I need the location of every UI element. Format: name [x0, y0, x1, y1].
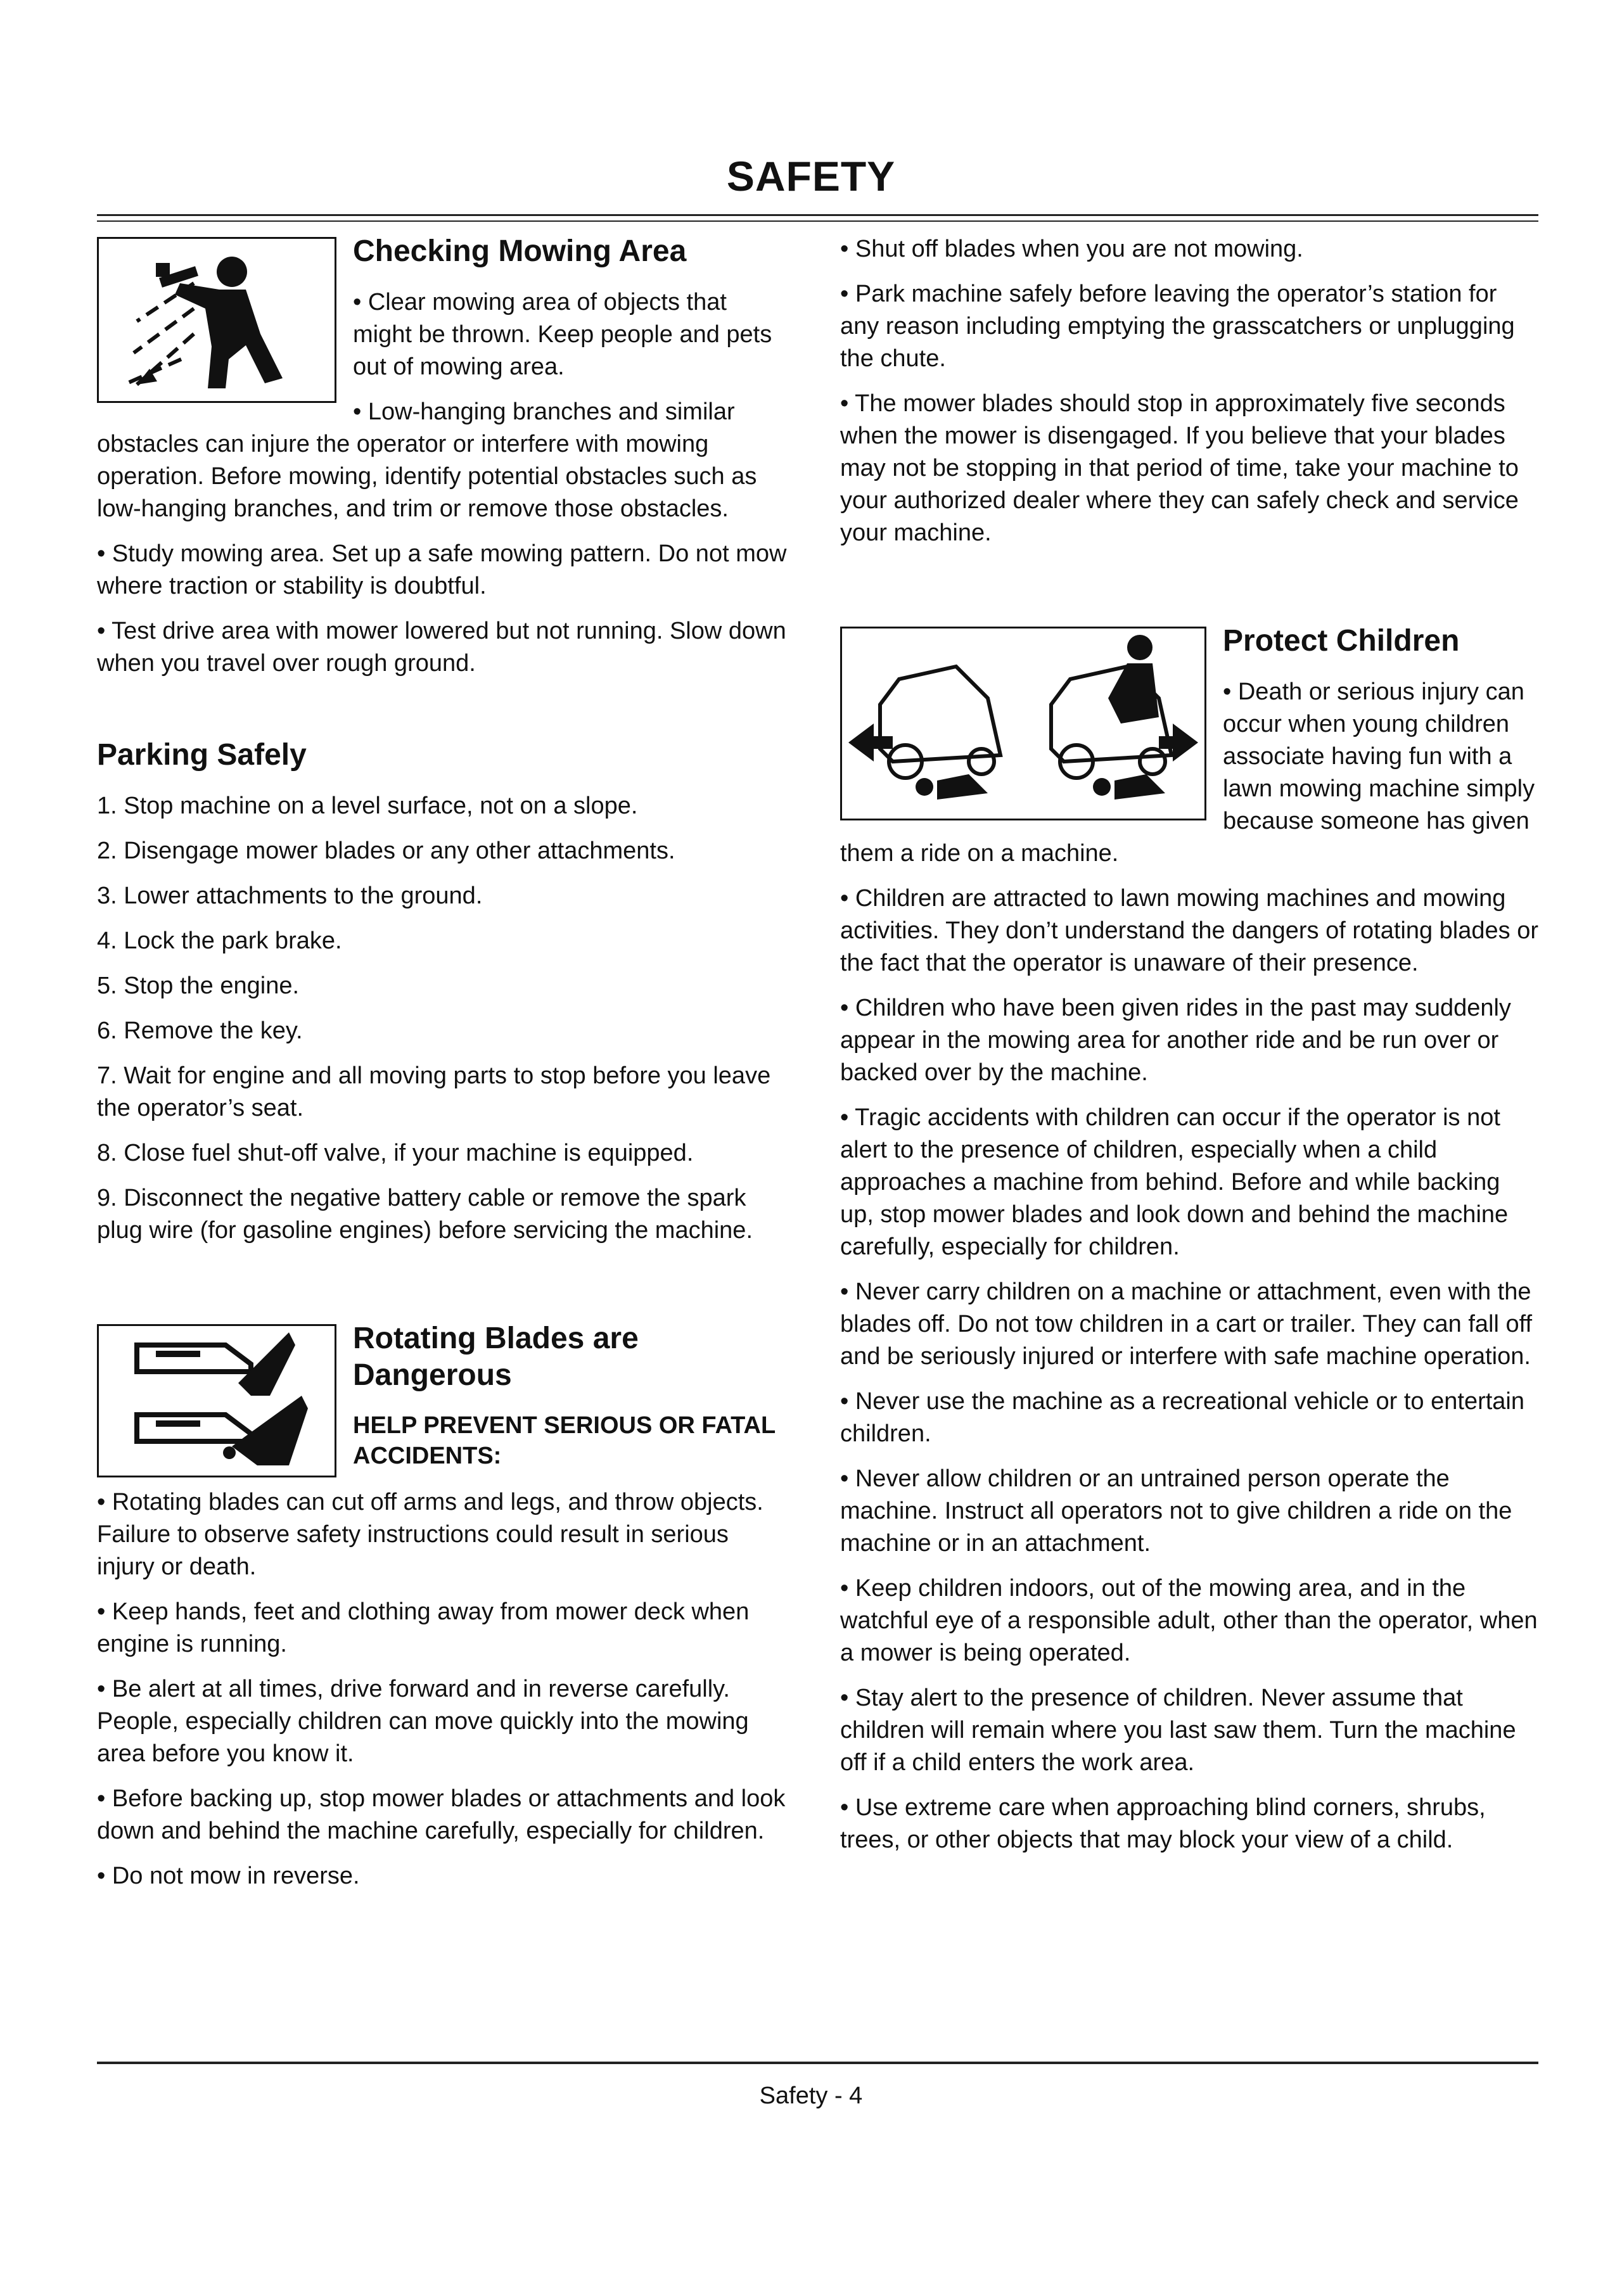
rotating-blades-warning-icon — [97, 1324, 336, 1477]
footer-rule — [97, 2062, 1538, 2064]
children-paragraph: • Tragic accidents with children can occur if the operator is not alert to the presence of children, especially when a child approaches a machine from behind. Before and while backing up, stop mower blades and look down and behind the machine carefully, especially for children. — [840, 1104, 1509, 1260]
left-column — [97, 233, 791, 1905]
blades-paragraph: • Do not mow in reverse. — [97, 1863, 360, 1889]
page-footer: Safety - 4 — [759, 2082, 863, 2109]
children-paragraph: • Never use the machine as a recreational vehicle or to entertain children. — [840, 1388, 1524, 1447]
header-rule — [97, 214, 1538, 216]
children-paragraph: • Use extreme care when approaching blind corners, shrubs, trees, or other objects that may block your view of a child. — [840, 1794, 1486, 1853]
parking-step: 7. Wait for engine and all moving parts to stop before you leave the operator’s seat. — [97, 1062, 771, 1121]
checking-paragraph: • Study mowing area. Set up a safe mowing pattern. Do not mow where traction or stability is doubtful. — [97, 540, 787, 599]
children-paragraph: • Stay alert to the presence of children. Never assume that children will remain where you last saw them. Turn the machine off if a child enters the work area. — [840, 1685, 1516, 1776]
blades-paragraph: • Before backing up, stop mower blades or attachments and look down and behind the machine carefully, especially for children. — [97, 1785, 786, 1844]
blades-paragraph: • Rotating blades can cut off arms and legs, and throw objects. Failure to observe safety instructions could result in serious injury or death. — [97, 1489, 763, 1580]
parking-step: 3. Lower attachments to the ground. — [97, 883, 483, 909]
parking-step: 2. Disengage mower blades or any other attachments. — [97, 838, 675, 864]
header-rule-thin — [97, 220, 1538, 222]
right-paragraph: • The mower blades should stop in approximately five seconds when the mower is disengaged. If you believe that your blades may not be stopping in that period of time, take your machine to your authorized dealer where they can safely check and service your machine. — [840, 390, 1519, 546]
children-paragraph: • Children who have been given rides in the past may suddenly appear in the mowing area for another ride and be run over or backed over by the machine. — [840, 995, 1511, 1086]
blades-paragraph: • Keep hands, feet and clothing away from mower deck when engine is running. — [97, 1598, 750, 1657]
rotating-blades-heading: Rotating Blades are Dangerous — [353, 1322, 639, 1392]
children-paragraph: • Keep children indoors, out of the mowing area, and in the watchful eye of a responsible adult, other than the operator, when a mower is being operated. — [840, 1575, 1538, 1666]
parking-step: 9. Disconnect the negative battery cable or remove the spark plug wire (for gasoline engines) before servicing the machine. — [97, 1185, 753, 1244]
parking-step: 1. Stop machine on a level surface, not on a slope. — [97, 793, 638, 819]
children-paragraph: • Never allow children or an untrained person operate the machine. Instruct all operators not to give children a ride on the machine or in an attachment. — [840, 1465, 1512, 1557]
children-paragraph: • Never carry children on a machine or attachment, even with the blades off. Do not tow children in a cart or trailer. They can fall off and be seriously injured or interfere with safe machine operation. — [840, 1279, 1533, 1370]
right-paragraph: • Shut off blades when you are not mowing. — [840, 236, 1303, 262]
checking-paragraph: • Clear mowing area of objects that might be thrown. Keep people and pets out of mowing area. — [353, 289, 772, 380]
protect-children-heading: Protect Children — [1223, 624, 1460, 658]
checking-paragraph: • Test drive area with mower lowered but not running. Slow down when you travel over rough ground. — [97, 618, 786, 677]
page-title: SAFETY — [726, 153, 896, 200]
rotating-blades-subheading: HELP PREVENT SERIOUS OR FATAL ACCIDENTS: — [353, 1412, 776, 1469]
parking-step: 6. Remove the key. — [97, 1017, 303, 1044]
parking-step: 5. Stop the engine. — [97, 973, 300, 999]
parking-safely-heading: Parking Safely — [97, 738, 307, 772]
children-paragraph: • Death or serious injury can occur when young children associate having fun with a lawn mowing machine simply because someone has given them a ride on a machine. — [840, 679, 1535, 867]
right-column — [840, 233, 1538, 1869]
thrown-objects-warning-icon — [97, 237, 336, 403]
blades-paragraph: • Be alert at all times, drive forward and in reverse carefully. People, especially children can move quickly into the mowing area before you know it. — [97, 1676, 749, 1767]
checking-mowing-area-heading: Checking Mowing Area — [353, 234, 687, 268]
parking-step: 8. Close fuel shut-off valve, if your machine is equipped. — [97, 1140, 694, 1166]
right-paragraph: • Park machine safely before leaving the operator’s station for any reason including emptying the grasscatchers or unplugging the chute. — [840, 281, 1515, 372]
children-paragraph: • Children are attracted to lawn mowing machines and mowing activities. They don’t understand the dangers of rotating blades or the fact that the operator is unaware of their presence. — [840, 885, 1538, 976]
children-mower-warning-icon — [840, 627, 1206, 820]
parking-step: 4. Lock the park brake. — [97, 928, 342, 954]
checking-paragraph: • Low-hanging branches and similar obstacles can injure the operator or interfere with mowing operation. Before mowing, identify potential obstacles such as low-hanging branches, and trim or remove those obstacles. — [97, 399, 757, 522]
